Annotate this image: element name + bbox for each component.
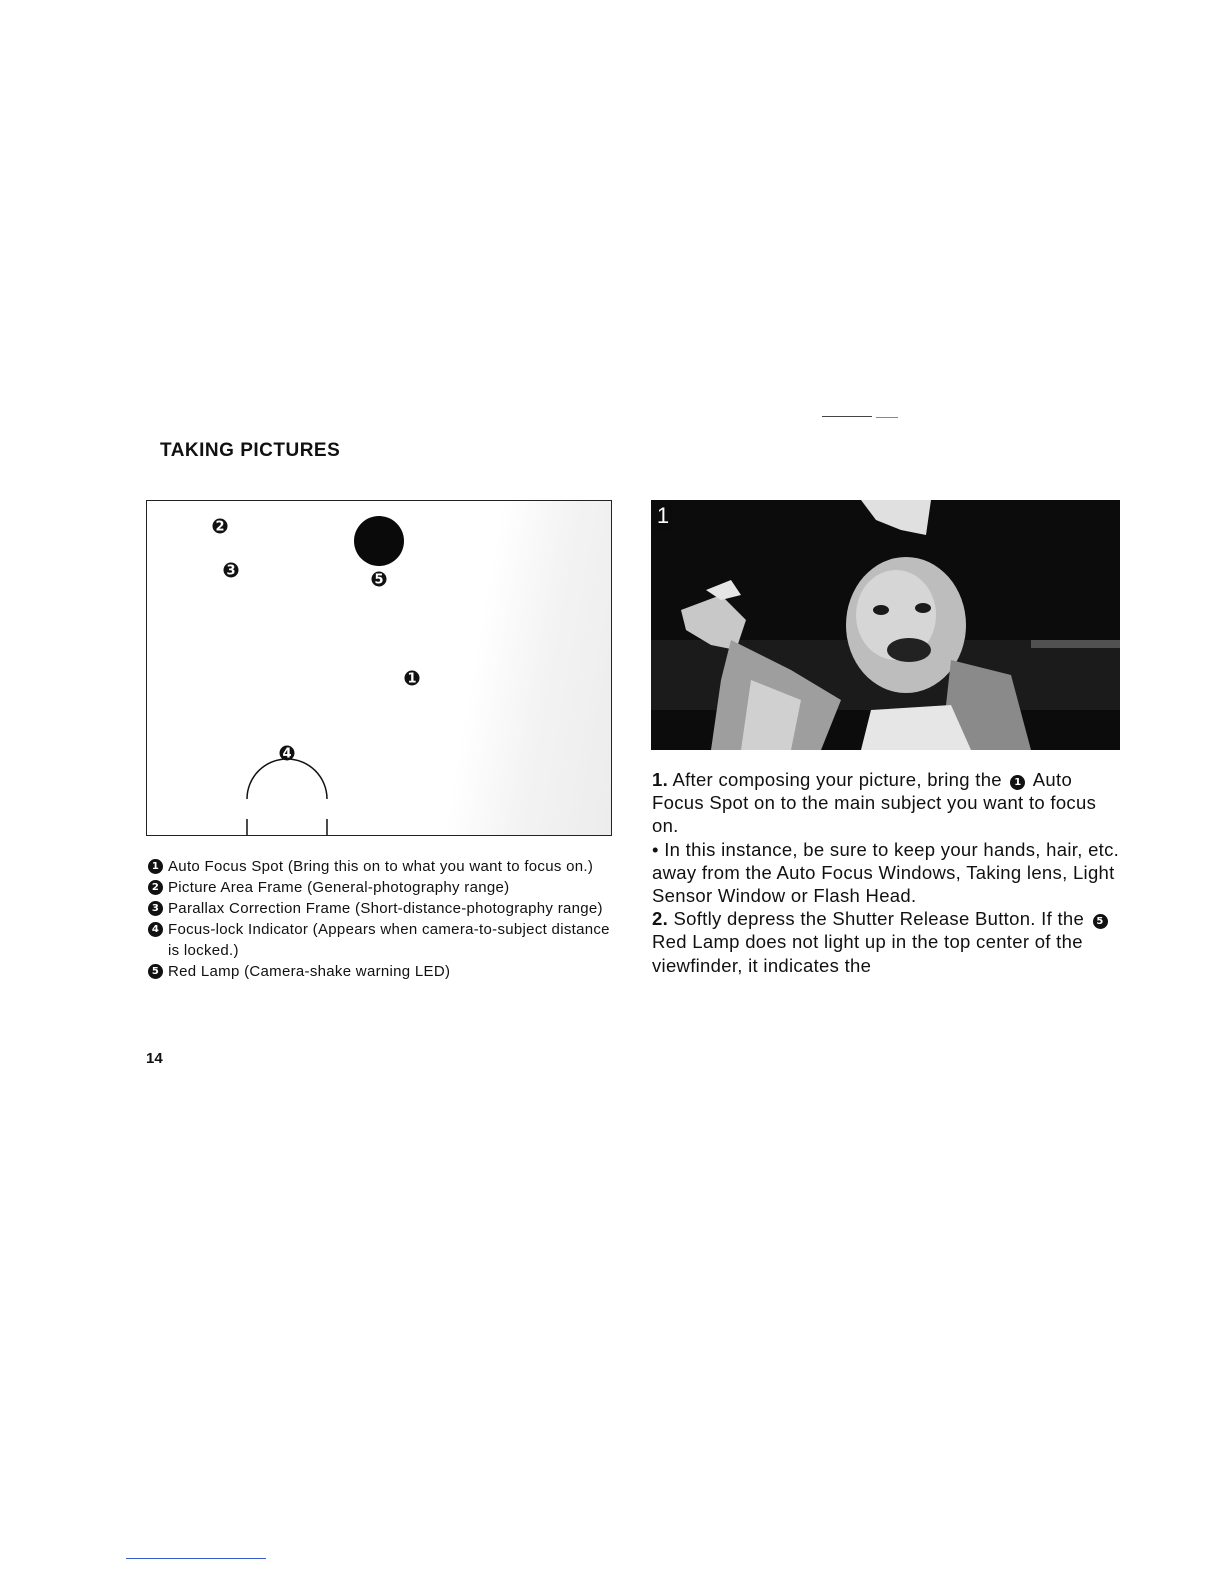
decorative-line (876, 417, 898, 418)
photo-image (651, 500, 1120, 750)
step-text: Auto Focus Spot on to the main subject you want to focus on. (652, 769, 1097, 837)
photo-number: 1 (653, 502, 673, 530)
legend-text: Picture Area Frame (General-photography range) (168, 879, 510, 896)
step-text: After composing your picture, bring the (672, 769, 1002, 790)
legend-number: 5 (148, 964, 163, 979)
viewfinder-diagram (146, 500, 612, 836)
legend-number: 2 (148, 880, 163, 895)
note: • In this instance, be sure to keep your hands, hair, etc. away from the Auto Focus Windows, Taking lens, Light Sensor Window or Flash Head. (652, 838, 1120, 907)
reference-number: 1 (1010, 775, 1025, 790)
instructions (652, 768, 1122, 977)
marker-label: 5 (374, 572, 384, 588)
step-number: 2. (652, 908, 669, 930)
legend-text: Focus-lock Indicator (Appears when camera-to-subject distance is locked.) (168, 921, 610, 959)
page-number: 14 (146, 1050, 163, 1067)
section-title: TAKING PICTURES (160, 440, 341, 461)
legend-item (148, 898, 618, 919)
marker-label: 1 (407, 671, 417, 687)
step-text: Softly depress the Shutter Release Button. If the (673, 908, 1085, 930)
marker-label: 4 (282, 746, 292, 762)
legend-item (148, 919, 618, 961)
legend-text: Parallax Correction Frame (Short-distance-photography range) (168, 900, 603, 917)
marker-red-lamp (372, 572, 387, 588)
photo-child-pointing (651, 500, 1120, 750)
reference-number: 5 (1093, 914, 1108, 929)
marker-parallax-frame (224, 563, 239, 579)
legend-number: 4 (148, 922, 163, 937)
legend-item (148, 961, 618, 982)
red-lamp-dot (354, 516, 404, 566)
legend-text: Auto Focus Spot (Bring this on to what you want to focus on.) (168, 858, 594, 875)
legend-item (148, 856, 618, 877)
marker-auto-focus-spot (405, 671, 420, 687)
legend-text: Red Lamp (Camera-shake warning LED) (168, 963, 451, 980)
focus-lock-arch (247, 759, 327, 799)
legend-number: 1 (148, 859, 163, 874)
marker-label: 2 (215, 519, 225, 535)
step-number: 1. (652, 769, 669, 790)
marker-picture-area-frame (213, 519, 228, 535)
marker-label: 3 (226, 563, 236, 579)
legend-item (148, 877, 618, 898)
viewfinder-svg (147, 501, 612, 836)
footer-line (126, 1558, 266, 1559)
step-text: Red Lamp does not light up in the top center of the viewfinder, it indicates the (652, 931, 1083, 976)
step-1 (652, 768, 1122, 838)
legend-number: 3 (148, 901, 163, 916)
decorative-line (822, 416, 872, 417)
step-2 (652, 907, 1122, 977)
legend (148, 856, 618, 982)
